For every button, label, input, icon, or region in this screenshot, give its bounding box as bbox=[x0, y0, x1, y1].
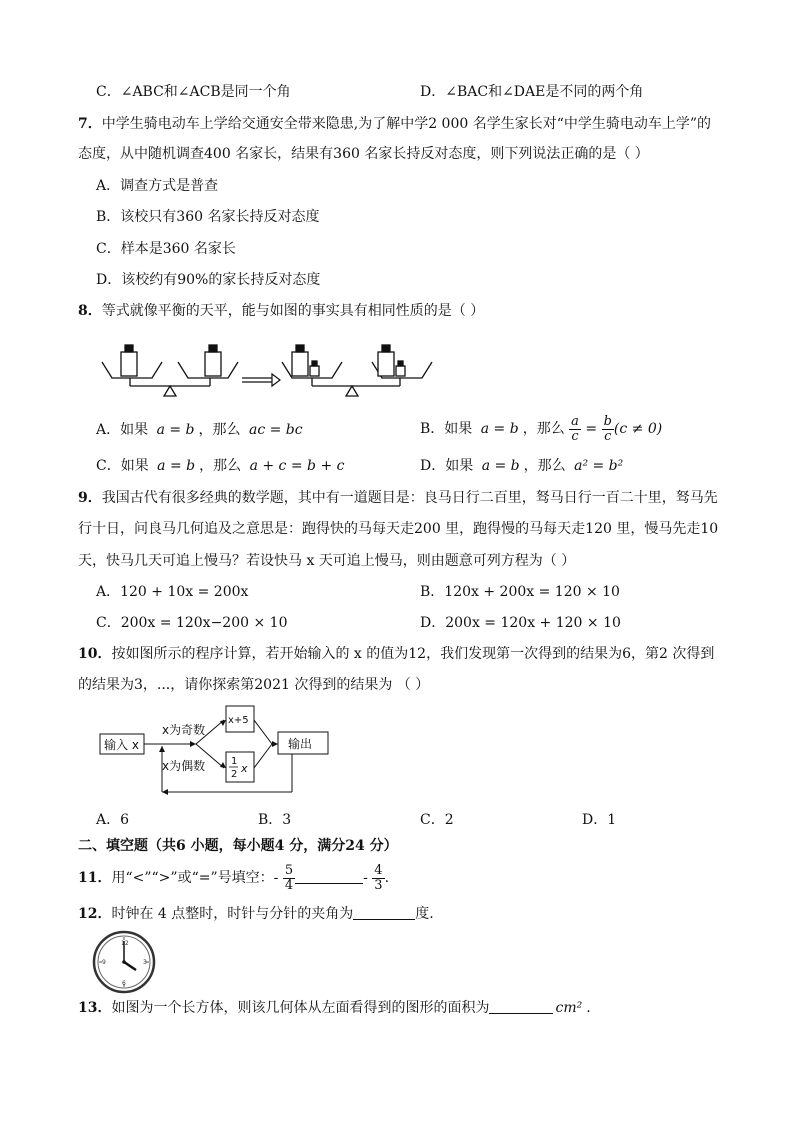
q7-text1: 中学生骑电动车上学给交通安全带来隐患,为了解中学2 000 名学生家长对“中学生骑电动车上学”的 bbox=[101, 116, 712, 132]
q7-option-d: D．该校约有90%的家长持反对态度 bbox=[96, 272, 321, 288]
q10-stem-line1: 10．按如图所示的程序计算，若开始输入的 x 的值为12，我们发现第一次得到的结果为6，第2 次得到 bbox=[78, 646, 715, 662]
svg-text:6: 6 bbox=[122, 980, 126, 987]
flow-plus5-label: x+5 bbox=[228, 715, 249, 726]
q8-option-d: D．如果 a = b ，那么 a² = b² bbox=[420, 458, 624, 474]
q12-line: 12．时钟在 4 点整时，时针与分针的夹角为 度. bbox=[78, 906, 434, 922]
section-2-title: 二、填空题（共6 小题，每小题4 分，满分24 分） bbox=[78, 838, 398, 854]
q12-number: 12． bbox=[78, 906, 112, 922]
q8-option-c: C．如果 a = b ，那么 a + c = b + c bbox=[96, 458, 345, 474]
q7-stem-line2: 态度，从中随机调查400 名家长，结果有360 名家长持反对态度，则下列说法正确的是（ ） bbox=[78, 146, 649, 162]
q11-line: 11．用“<”“>”或“=”号填空：- $\frac{5}{4}$ - $\frac{4}{3}$ . bbox=[78, 862, 390, 893]
fraction-a-over-c: $\frac{a}{c}$ bbox=[571, 413, 579, 444]
fraction-b-over-c: $\frac{b}{c}$ bbox=[603, 413, 612, 444]
q9-option-c: C．200x = 120x−200 × 10 bbox=[96, 615, 288, 631]
q8-option-a: A．如果 a = b ，那么 ac = bc bbox=[96, 422, 303, 438]
q10-number: 10． bbox=[78, 646, 112, 662]
balance-scale-figure bbox=[100, 340, 480, 400]
q11-number: 11． bbox=[78, 870, 112, 886]
q9-option-b: B．120x + 200x = 120 × 10 bbox=[420, 584, 620, 600]
q13-line: 13．如图为一个长方体，则该几何体从左面看得到的图形的面积为 cm² . bbox=[78, 1000, 591, 1016]
q9-stem-line3: 天，快马几天可追上慢马？若设快马 x 天可追上慢马，则由题意可列方程为（ ） bbox=[78, 553, 576, 569]
q8-option-b: B．如果 a = b ，那么 $\frac{a}{c}$ = $\frac{b}{c}$ (c ≠ 0) bbox=[420, 413, 663, 444]
q7-stem-line1 bbox=[78, 114, 711, 134]
q8-stem bbox=[78, 301, 484, 321]
q7-option-b: B．该校只有360 名家长持反对态度 bbox=[96, 209, 320, 225]
scale-right bbox=[282, 345, 432, 396]
q10-option-c: C．2 bbox=[420, 812, 454, 828]
flow-odd-label: x为奇数 bbox=[162, 723, 206, 737]
program-flowchart bbox=[96, 700, 336, 800]
clock-icon bbox=[92, 930, 156, 994]
scale-left bbox=[102, 345, 238, 396]
q7-option-a: A．调查方式是普查 bbox=[96, 178, 219, 194]
q13-answer-blank[interactable] bbox=[489, 999, 553, 1014]
q11-answer-blank[interactable] bbox=[295, 869, 363, 884]
q9-stem-line2: 行十日，问良马几何追及之意思是：跑得快的马每天走200 里，跑得慢的马每天走120 里，慢马先走10 bbox=[78, 521, 719, 537]
flow-half-num: 1 bbox=[231, 756, 238, 767]
q6-option-d: D．∠BAC和∠DAE是不同的两个角 bbox=[420, 84, 644, 100]
q9-option-a: A．120 + 10x = 200x bbox=[96, 584, 249, 600]
svg-text:12: 12 bbox=[121, 940, 129, 947]
q8-number: 8． bbox=[78, 303, 102, 319]
flow-even-label: x为偶数 bbox=[162, 759, 206, 773]
q6-option-c: C．∠ABC和∠ACB是同一个角 bbox=[96, 84, 291, 100]
q12-answer-blank[interactable] bbox=[353, 905, 415, 920]
q8-text: 等式就像平衡的天平，能与如图的事实具有相同性质的是（ ） bbox=[101, 303, 485, 319]
q13-number: 13． bbox=[78, 1000, 112, 1016]
flow-output-label: 输出 bbox=[288, 737, 313, 751]
flow-input-label: 输入 x bbox=[104, 738, 139, 752]
q9-option-d: D．200x = 120x + 120 × 10 bbox=[420, 615, 621, 631]
q9-number: 9． bbox=[78, 490, 102, 506]
q7-option-c: C．样本是360 名家长 bbox=[96, 241, 236, 257]
q10-stem-line2: 的结果为3，...，请你探索第2021 次得到的结果为 （ ） bbox=[78, 677, 430, 693]
flow-half-var: x bbox=[241, 762, 248, 775]
svg-text:9: 9 bbox=[102, 959, 106, 966]
q10-option-a: A．6 bbox=[96, 812, 130, 828]
fraction-4-over-3: $\frac{4}{3}$ bbox=[374, 862, 383, 893]
q10-option-b: B．3 bbox=[258, 812, 292, 828]
flow-half-den: 2 bbox=[231, 769, 238, 780]
q7-number: 7． bbox=[78, 116, 102, 132]
svg-text:3: 3 bbox=[143, 959, 147, 966]
q9-stem-line1: 9．我国古代有很多经典的数学题，其中有一道题目是：良马日行二百里，驽马日行一百二十里，驽马先 bbox=[78, 490, 718, 506]
q10-option-d: D．1 bbox=[582, 812, 617, 828]
double-arrow bbox=[242, 374, 280, 386]
fraction-5-over-4: $\frac{5}{4}$ bbox=[284, 862, 294, 893]
